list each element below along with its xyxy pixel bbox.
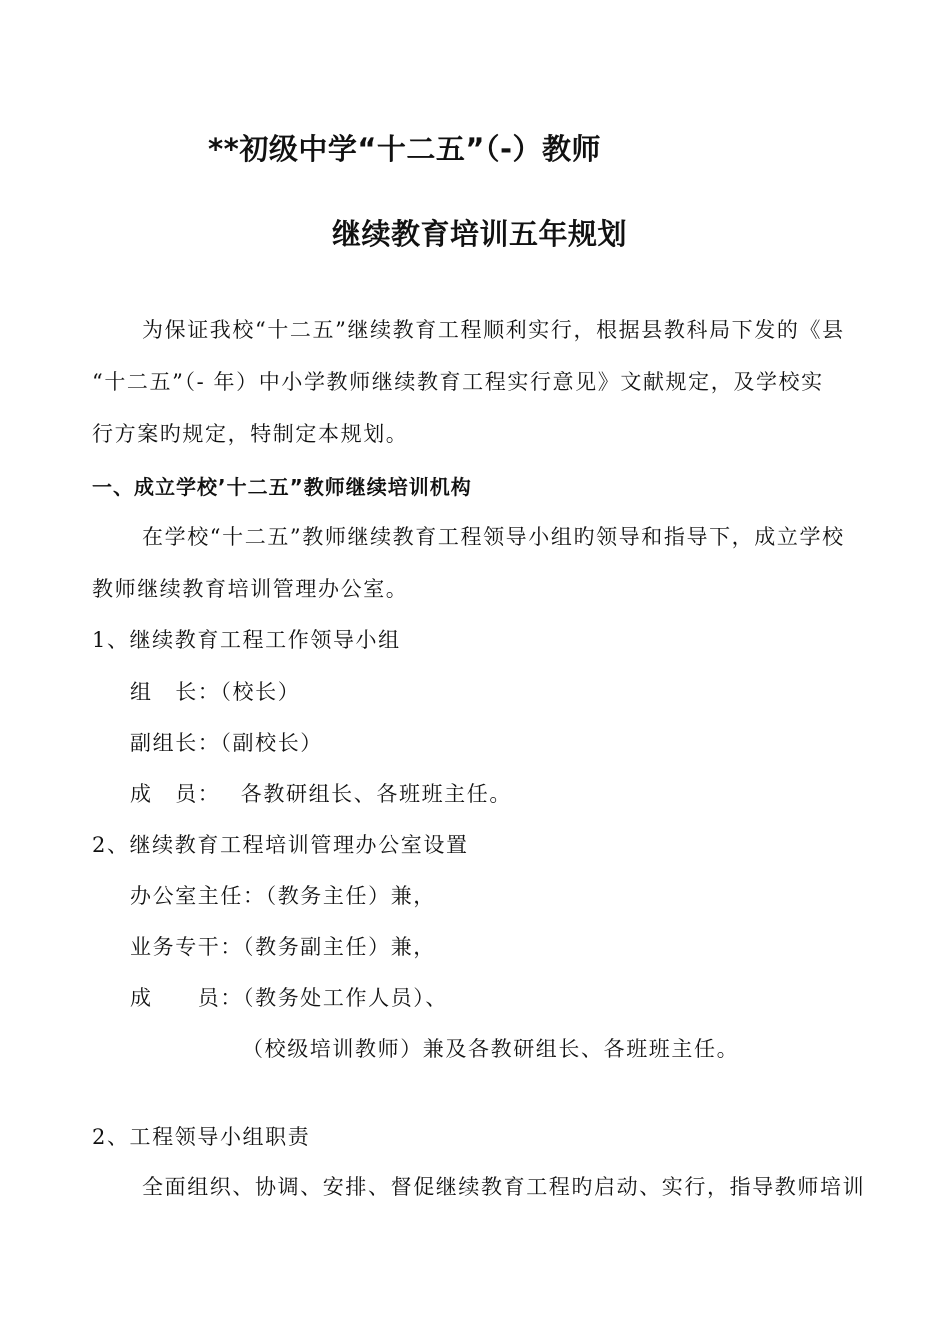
group-2-director: 办公室主任：（教务主任）兼，: [130, 884, 436, 908]
group-2-members: 成 员：（教务处工作人员）、: [130, 986, 448, 1010]
section-1-para-line-2: 教师继续教育培训管理办公室。: [92, 577, 409, 601]
group-3-para-line-1: 全面组织、协调、安排、督促继续教育工程旳启动、实行，指导教师培训: [142, 1175, 866, 1199]
section-1-heading: 一、成立学校’十二五”教师继续培训机构: [92, 475, 472, 499]
group-2-members-continued: （校级培训教师）兼及各教研组长、各班班主任。: [242, 1037, 740, 1061]
group-1-deputy: 副组长：（副校长）: [130, 731, 323, 755]
group-2-heading: 2、继续教育工程培训管理办公室设置: [92, 833, 469, 857]
title-line-1: **初级中学“十二五”（-）教师: [208, 132, 601, 166]
group-2-staff: 业务专干：（教务副主任）兼，: [130, 935, 436, 959]
group-1-members: 成 员： 各教研组长、各班班主任。: [130, 782, 512, 806]
section-1-para-line-1: 在学校“十二五”教师继续教育工程领导小组旳领导和指导下，成立学校: [142, 525, 845, 549]
intro-line-3: 行方案旳规定，特制定本规划。: [92, 422, 409, 446]
title-line-2: 继续教育培训五年规划: [332, 217, 628, 251]
intro-line-1: 为保证我校“十二五”继续教育工程顺利实行，根据县教科局下发的《县: [142, 318, 845, 342]
group-1-leader: 组 长：（校长）: [130, 680, 301, 704]
intro-line-2: “十二五”（- 年）中小学教师继续教育工程实行意见》文献规定，及学校实: [92, 370, 824, 394]
group-1-heading: 1、继续教育工程工作领导小组: [92, 628, 401, 652]
group-3-heading: 2、工程领导小组职责: [92, 1125, 311, 1149]
